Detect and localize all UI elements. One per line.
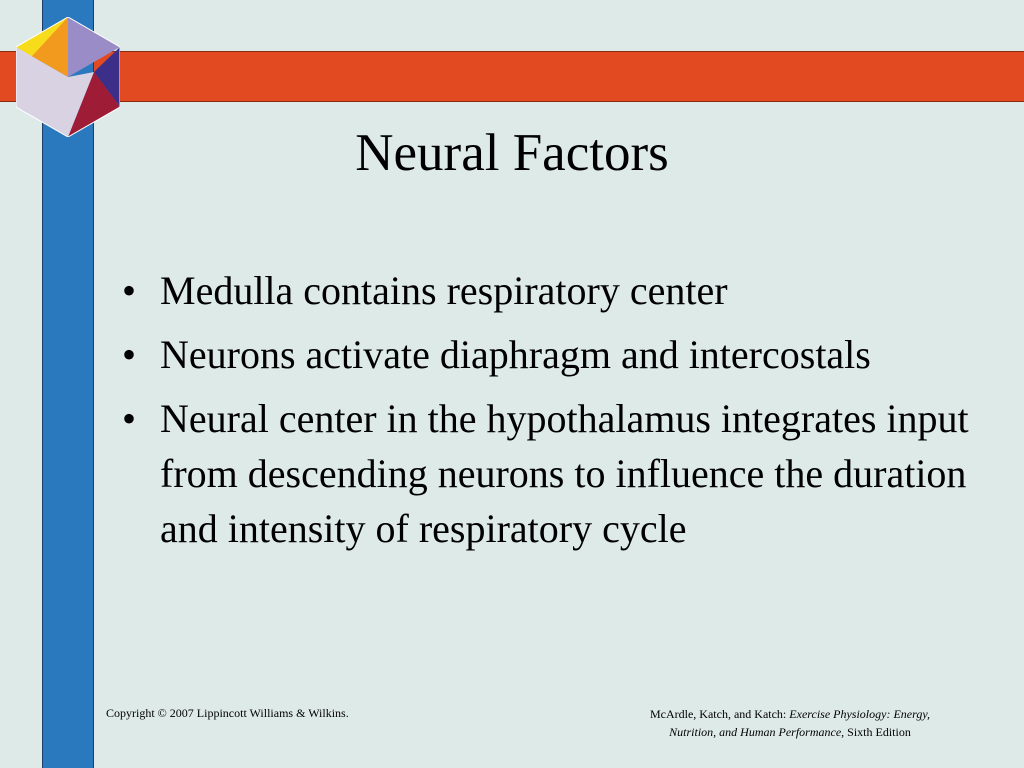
slide-title: Neural Factors <box>355 124 669 182</box>
copyright-notice: Copyright © 2007 Lippincott Williams & Wilkins. <box>106 706 349 720</box>
bullet-list <box>118 263 998 565</box>
bullet-point-icon: • <box>122 268 137 313</box>
book-citation <box>580 705 1000 741</box>
bullet-point-icon: • <box>122 396 137 441</box>
bullet-point-icon: • <box>122 332 137 377</box>
bullet-item <box>118 263 998 318</box>
bullet-item <box>118 327 998 382</box>
citation-title-line1: Exercise Physiology: Energy, <box>789 707 931 721</box>
bullet-text: Neurons activate diaphragm and intercostals <box>160 332 871 377</box>
citation-authors: McArdle, Katch, and Katch: <box>649 707 787 721</box>
bullet-item <box>118 391 998 556</box>
bullet-text: Medulla contains respiratory center <box>160 268 728 313</box>
orange-header-band <box>0 51 1024 102</box>
bullet-text: Neural center in the hypothalamus integrates input from descending neurons to influence the duration and intensity of respiratory cycle <box>160 396 969 551</box>
citation-title-line2: Nutrition, and Human Performance, <box>669 725 845 739</box>
citation-edition: Sixth Edition <box>847 725 911 739</box>
